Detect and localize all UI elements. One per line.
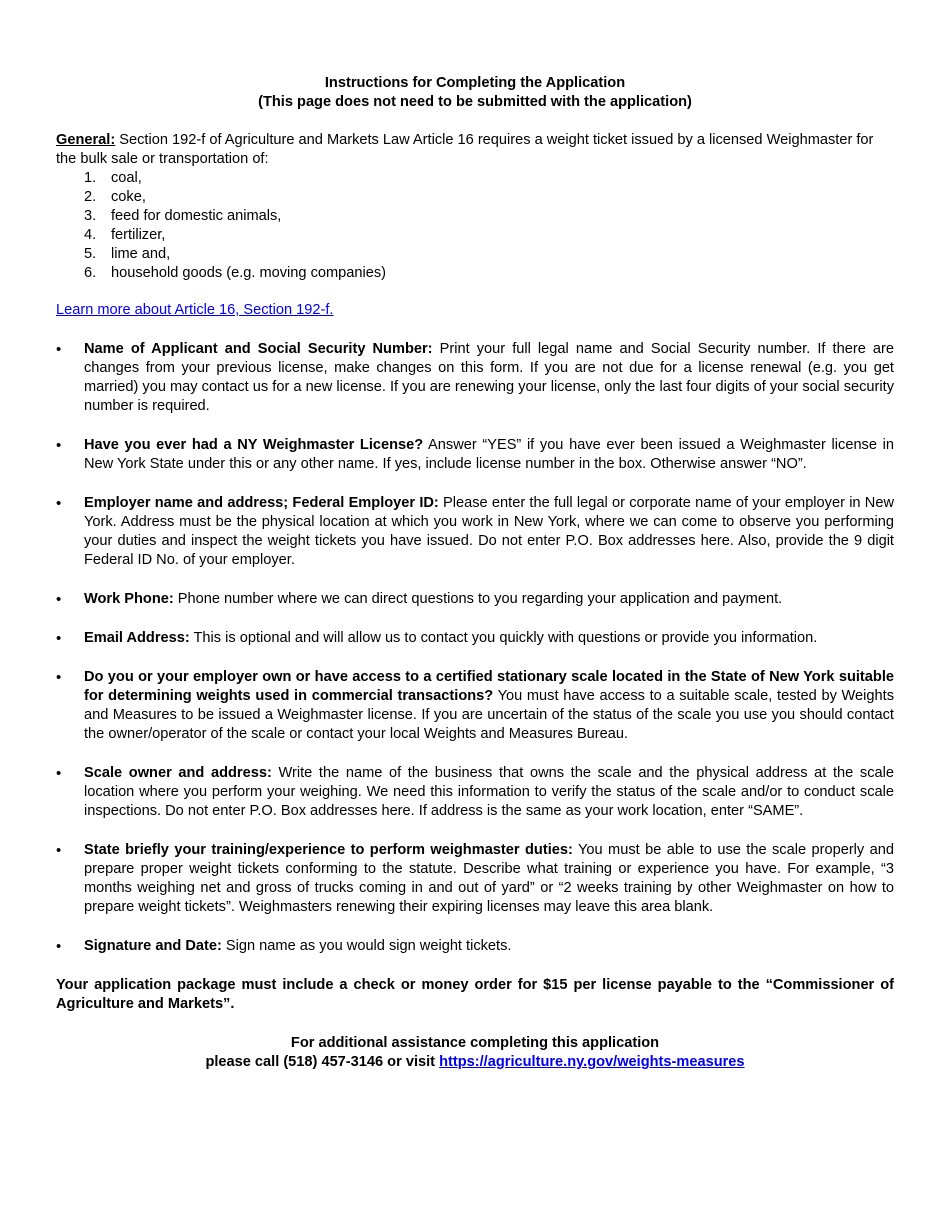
instruction-bullets: [56, 340, 894, 956]
goods-list: [56, 169, 894, 283]
bullet-icon: •: [56, 842, 62, 859]
list-item: 1. coal,: [84, 170, 142, 186]
bullet-icon: •: [56, 938, 62, 955]
general-text: Section 192-f of Agriculture and Markets Law Article 16 requires a weight ticket issued by a licensed Weighmaster for the bulk sale or transportation of:: [56, 132, 874, 167]
bullet-item: • Signature and Date: Sign name as you would sign weight tickets.: [56, 938, 512, 955]
bullet-item: • Email Address: This is optional and will allow us to contact you quickly with questions or provide you information.: [56, 630, 818, 647]
assistance-section: [56, 1034, 894, 1072]
weights-measures-link[interactable]: https://agriculture.ny.gov/weights-measures: [439, 1054, 745, 1070]
learn-more-link[interactable]: Learn more about Article 16, Section 192-f.: [56, 302, 334, 318]
page-title: Instructions for Completing the Application: [324, 75, 626, 91]
bullet-icon: •: [56, 591, 62, 608]
bullet-icon: •: [56, 341, 62, 358]
assistance-line2: please call (518) 457-3146 or visit: [205, 1054, 440, 1070]
bullet-item: • Have you ever had a NY Weighmaster License? Answer “YES” if you have ever been issued a Weighmaster license in New York State under this or any other name. If yes, include license number in the box. Otherwise answer “NO”.: [56, 437, 894, 472]
bullet-icon: •: [56, 630, 62, 647]
bullet-icon: •: [56, 765, 62, 782]
assistance-line1: For additional assistance completing this application: [290, 1035, 660, 1051]
bullet-icon: •: [56, 437, 62, 454]
bullet-item: • Do you or your employer own or have access to a certified stationary scale located in the State of New York suitable for determining weights used in commercial transactions? You must have access to a suitable scale, tested by Weights and Measures to be issued a Weighmaster license. If you are uncertain of the status of the scale you use you should contact the owner/operator of the scale or contact your local Weights and Measures Bureau.: [56, 669, 894, 742]
page-subtitle: (This page does not need to be submitted with the application): [258, 94, 692, 110]
list-item: 3. feed for domestic animals,: [84, 208, 282, 224]
bullet-item: • Work Phone: Phone number where we can direct questions to you regarding your application and payment.: [56, 591, 783, 608]
bullet-item: • Scale owner and address: Write the name of the business that owns the scale and the physical address at the scale location where you perform your weighing. We need this information to verify the status of the scale and/or to conduct scale inspections. Do not enter P.O. Box addresses here. If address is the same as your work location, enter “SAME”.: [56, 765, 894, 819]
bullet-item: • State briefly your training/experience to perform weighmaster duties: You must be able to use the scale properly and prepare proper weight tickets conforming to the statute. Describe what training or experience you have. For example, “3 months weighing net and gross of trucks coming in and out of yard” or “2 weeks training by other Weighmaster on how to prepare weight tickets”. Weighmasters renewing their expiring licenses may leave this area blank.: [56, 842, 894, 915]
bullet-icon: •: [56, 495, 62, 512]
general-label: General:: [56, 132, 116, 148]
list-item: 2. coke,: [84, 189, 146, 205]
instructions-page: [56, 74, 894, 1072]
bullet-item: • Employer name and address; Federal Employer ID: Please enter the full legal or corporate name of your employer in New York. Address must be the physical location at which you work in New York, where we can come to observe you performing your duties and inspect the weight tickets you have issued. Do not enter P.O. Box addresses here. Also, provide the 9 digit Federal ID No. of your employer.: [56, 495, 894, 568]
general-section: [56, 131, 894, 169]
bullet-icon: •: [56, 669, 62, 686]
payment-note: Your application package must include a check or money order for $15 per license payable to the “Commissioner of Agriculture and Markets”.: [56, 977, 894, 1012]
list-item: 6. household goods (e.g. moving companies): [84, 265, 387, 281]
list-item: 4. fertilizer,: [84, 227, 166, 243]
list-item: 5. lime and,: [84, 246, 171, 262]
bullet-item: • Name of Applicant and Social Security Number: Print your full legal name and Social Security number. If there are changes from your previous license, make changes on this form. If you are not due for a license renewal (e.g. you get married) you may contact us for a new license. If you are renewing your license, only the last four digits of your social security number is required.: [56, 341, 894, 414]
